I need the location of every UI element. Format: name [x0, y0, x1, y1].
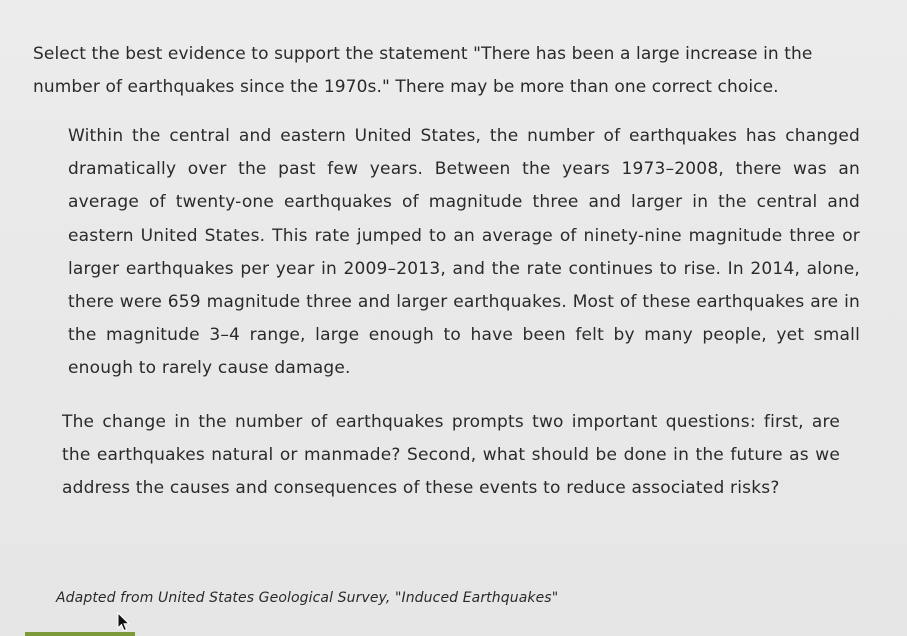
- bottom-progress-bar: [25, 632, 135, 636]
- passage-source-citation: Adapted from United States Geological Survey, "Induced Earthquakes": [56, 590, 559, 606]
- evidence-passage: [62, 120, 860, 505]
- mouse-pointer-icon: [117, 612, 131, 632]
- passage-paragraph-1[interactable]: Within the central and eastern United States, the number of earthquakes has changed dramatically over the past few years. Between the years 1973–2008, there was an average of twenty-one earthquakes of magnitude three and larger in the central and eastern United States. This rate jumped to an average of ninety-nine magnitude three or larger earthquakes per year in 2009–2013, and the rate continues to rise. In 2014, alone, there were 659 magnitude three and larger earthquakes. Most of these earthquakes are in the magnitude 3–4 range, large enough to have been felt by many people, yet small enough to rarely cause damage.: [68, 126, 860, 379]
- passage-paragraph-2[interactable]: The change in the number of earthquakes prompts two important questions: first, are the earthquakes natural or manmade? Second, what should be done in the future as we address the causes and consequences of these events to reduce associated risks?: [62, 411, 840, 499]
- question-prompt: Select the best evidence to support the statement "There has been a large increase in the number of earthquakes since the 1970s." There may be more than one correct choice.: [33, 44, 813, 97]
